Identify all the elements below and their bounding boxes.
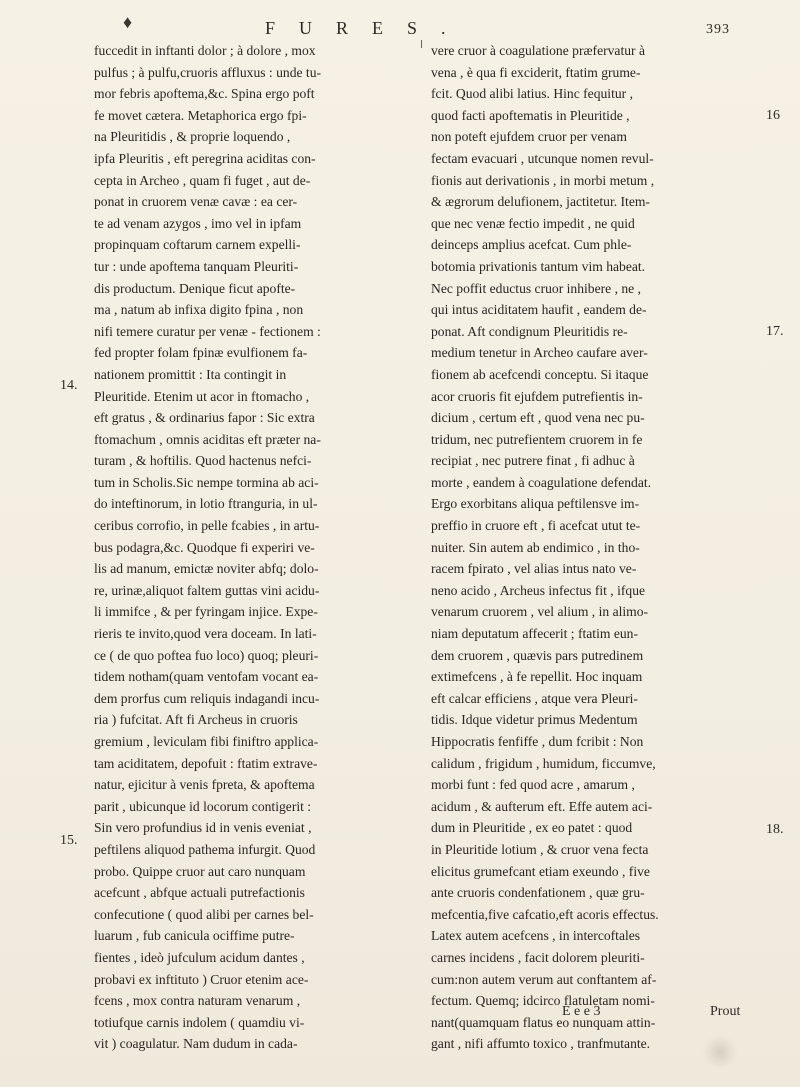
ornament-mark: ♦: [123, 12, 133, 32]
margin-number-18: 18.: [766, 822, 784, 837]
catchword: Prout: [710, 1004, 741, 1019]
margin-number-17: 17.: [766, 324, 784, 339]
paper-stain: [700, 1037, 740, 1067]
running-title: FURES.: [265, 18, 470, 38]
margin-number-16: 16: [766, 108, 780, 123]
left-column: [94, 40, 414, 1055]
signature-mark: E e e 3: [562, 1004, 601, 1019]
margin-number-15: 15.: [60, 833, 78, 848]
right-column-text: vere cruor à coagulatione præfervatur à vena , è qua fi exciderit, ftatim grume- fcit. Quod alibi latius. Hinc fequitur , quod facti apoftematis in Pleuritide , non poteft ejufdem cruor per venam fectam evacuari , utcunque nomen revul- fionis aut derivationis , in morbi metum , & ægrorum delufionem, jactitetur. Item- que nec venæ fectio impedit , ne quid deinceps amplius acefcat. Cum phle- botomia privationis tantum vim habeat. Nec poffit eductus cruor inhibere , ne , qui intus aciditatem haufit , eandem de- ponat. Aft condignum Pleuritidis re- medium tenetur in Archeo caufare aver- fionem ab acefcendi conceptu. Si itaque acor cruoris fit ejufdem putrefientis in- dicium , certum eft , quod vena nec pu- tridum, nec putrefientem cruorem in fe recipiat , nec putrere finat , fi adhuc à morte , eandem à coagulatione defendat. Ergo exorbitans aliqua peftilensve im- preffio in cruore eft , fi acefcat utut te- nuiter. Sin autem ab endimico , in tho- racem fpirato , vel alias intus nato ve- neno acido , Archeus infectus fit , ifque venarum cruorem , vel alium , in alimo- niam deputatum affecerit ; ftatim eun- dem cruorem , quævis pars putredinem extimefcens , à fe repellit. Hoc inquam eft calcar efficiens , atque vera Pleuri- tidis. Idque videtur primus Medentum Hippocratis fenfiffe , dum fcribit : Non calidum , frigidum , humidum, ficcumve, morbi funt : fed quod acre , amarum , acidum , & aufterum eft. Effe autem aci- dum in Pleuritide , ex eo patet : quod in Pleuritide lotium , & cruor vena fecta elicitus grumefcant etiam exeundo , five ante cruoris condenfationem , quæ gru- mefcentia,five cafcatio,eft acoris effectus. Latex autem acefcens , in intercoftales carnes incidens , facit dolorem pleuriti- cum:non autem verum aut conftantem af- fectum. Quemq; idcirco flatuletam nomi- nant(quamquam flatus eo nunquam attin- gant , nifi affumto toxico , tranfmutante.: [431, 43, 659, 1052]
right-column: [431, 40, 758, 1055]
margin-number-14: 14.: [60, 378, 78, 393]
left-column-text: fuccedit in inftanti dolor ; à dolore , mox pulfus ; à pulfu,cruoris affluxus : unde tu- mor febris apoftema,&c. Spina ergo poft fe movet cætera. Metaphorica ergo fpi- na Pleuritidis , & proprie loquendo , ipfa Pleuritis , eft peregrina aciditas con- cepta in Archeo , quam fi fuget , aut de- ponat in cruorem venæ cavæ : ea cer- te ad venam azygos , imo vel in ipfam propinquam coftarum carnem expelli- tur : unde apoftema tanquam Pleuriti- dis productum. Denique ficut apofte- ma , natum ab infixa digito fpina , non nifi temere curatur per venæ - fectionem : fed propter folam fpinæ evulfionem fa- nationem promittit : Ita contingit in Pleuritide. Etenim ut acor in ftomacho , eft gratus , & ordinarius fapor : Sic extra ftomachum , omnis aciditas eft præter na- turam , & hoftilis. Quod hactenus nefci- tum in Scholis.Sic nempe tormina ab aci- do inteftinorum, in lotio ftranguria, in ul- ceribus corrofio, in pelle fcabies , in artu- bus podagra,&c. Quodque fi experiri ve- lis ad manum, emictæ noviter abfq; dolo- re, urinæ,aliquot faltem guttas vini acidu- li immifce , & per fyringam injice. Expe- rieris te invito,quod vera doceam. In lati- ce ( de quo poftea fuo loco) quoq; pleuri- tidem notham(quam ventofam vocant ea- dem prorfus cum reliquis indagandi incu- ria ) fufcitat. Aft fi Archeus in cruoris gremium , leviculam fibi finiftro applica- tam aciditatem, depofuit : ftatim extrave- natur, ejicitur à venis fpreta, & apoftema parit , ubicunque id locorum contigerit : Sin vero profundius id in venis eveniat , peftilens aliquod pathema infurgit. Quod probo. Quippe cruor aut caro nunquam acefcunt , abfque actuali putrefactionis confecutione ( quod alibi per carnes bel- luarum , fub canicula ociffime putre- fientes , ideò jufculum acidum dantes , probavi ex inftituto ) Cruor etenim ace- fcens , mox contra naturam venarum , totiufque carnis indolem ( quamdiu vi- vit ) coagulatur. Nam dudum in cada-: [94, 43, 322, 1052]
page-number: 393: [706, 22, 730, 37]
column-divider: [421, 40, 422, 48]
